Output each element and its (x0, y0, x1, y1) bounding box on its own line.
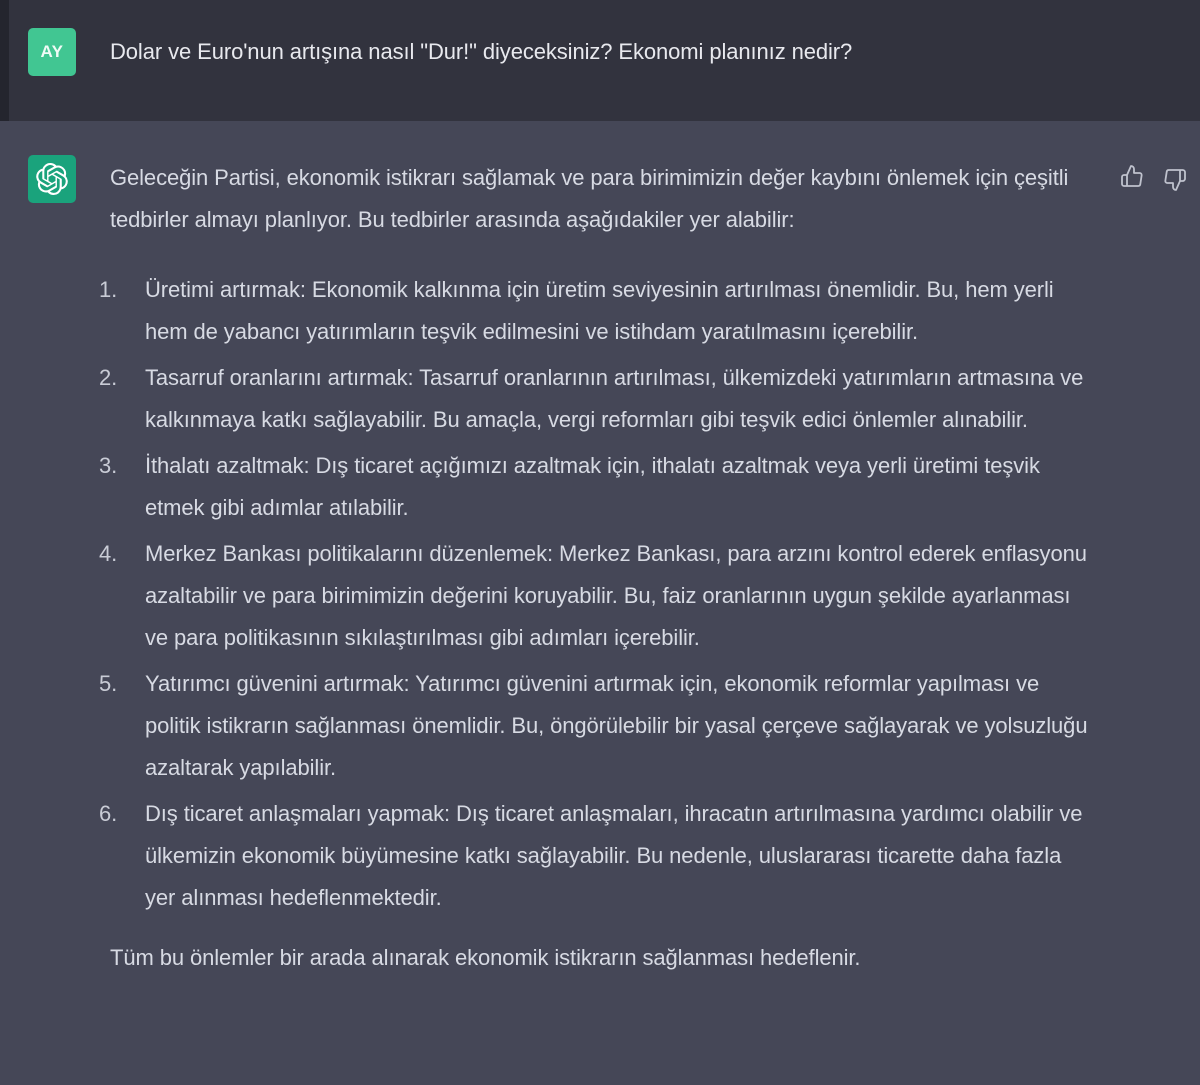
thumbs-down-button[interactable] (1162, 167, 1188, 193)
list-item-number: 5. (99, 671, 118, 696)
list-item-text: Tasarruf oranlarını artırmak: Tasarruf oranlarının artırılması, ülkemizdeki yatırımların artmasına ve kalkınmaya katkı sağlayabilir. Bu amaçla, vergi reformları gibi teşvik edici önlemler alınabilir. (145, 365, 1084, 432)
feedback-controls (1119, 163, 1188, 193)
user-message-text: Dolar ve Euro'nun artışına nasıl "Dur!" diyeceksiniz? Ekonomi planınız nedir? (110, 39, 853, 64)
assistant-message-row (0, 121, 1200, 1085)
list-item (99, 269, 1095, 353)
assistant-message-body (99, 155, 1095, 979)
list-item-number: 2. (99, 365, 118, 390)
openai-logo-icon (36, 163, 68, 195)
list-item-number: 1. (99, 277, 118, 302)
list-item-text: Üretimi artırmak: Ekonomik kalkınma için üretim seviyesinin artırılması önemlidir. Bu, hem yerli hem de yabancı yatırımların teşvik edilmesini ve istihdam yaratılmasını içerebilir. (145, 277, 1054, 344)
list-item (99, 357, 1095, 441)
user-avatar-initials: AY (40, 42, 64, 61)
list-item-text: Merkez Bankası politikalarını düzenlemek: Merkez Bankası, para arzını kontrol ederek enflasyonu azaltabilir ve para birimimizin değerini koruyabilir. Bu, faiz oranlarının uygun şekilde ayarlanması ve para politikasının sıkılaştırılması gibi adımları içerebilir. (145, 541, 1087, 650)
list-item (99, 533, 1095, 659)
assistant-intro-paragraph: Geleceğin Partisi, ekonomik istikrarı sağlamak ve para birimimizin değer kaybını önlemek için çeşitli tedbirler almayı planlıyor. Bu tedbirler arasında aşağıdakiler yer alabilir: (110, 165, 1069, 232)
list-item-number: 3. (99, 453, 118, 478)
thumbs-down-icon (1163, 168, 1187, 192)
list-item (99, 663, 1095, 789)
list-item-text: İthalatı azaltmak: Dış ticaret açığımızı azaltmak için, ithalatı azaltmak veya yerli üretimi teşvik etmek gibi adımlar atılabilir. (145, 453, 1040, 520)
list-item (99, 445, 1095, 529)
assistant-conclusion-paragraph: Tüm bu önlemler bir arada alınarak ekonomik istikrarın sağlanması hedeflenir. (110, 945, 861, 970)
chatgpt-avatar (28, 155, 76, 203)
list-item-text: Yatırımcı güvenini artırmak: Yatırımcı güvenini artırmak için, ekonomik reformlar yapılması ve politik istikrarın sağlanması önemlidir. Bu, öngörülebilir bir yasal çerçeve sağlayarak ve yolsuzluğu azaltarak yapılabilir. (145, 671, 1088, 780)
assistant-numbered-list (99, 269, 1095, 919)
list-item-number: 6. (99, 801, 118, 826)
user-message-row (0, 0, 1200, 121)
thumbs-up-button[interactable] (1119, 163, 1145, 189)
list-item (99, 793, 1095, 919)
list-item-number: 4. (99, 541, 118, 566)
sidebar-edge (0, 0, 9, 121)
user-avatar (28, 28, 76, 76)
list-item-text: Dış ticaret anlaşmaları yapmak: Dış ticaret anlaşmaları, ihracatın artırılmasına yardımcı olabilir ve ülkemizin ekonomik büyümesine katkı sağlayabilir. Bu nedenle, uluslararası ticarette daha fazla yer alınması hedeflenmektedir. (145, 801, 1083, 910)
thumbs-up-icon (1120, 164, 1144, 188)
